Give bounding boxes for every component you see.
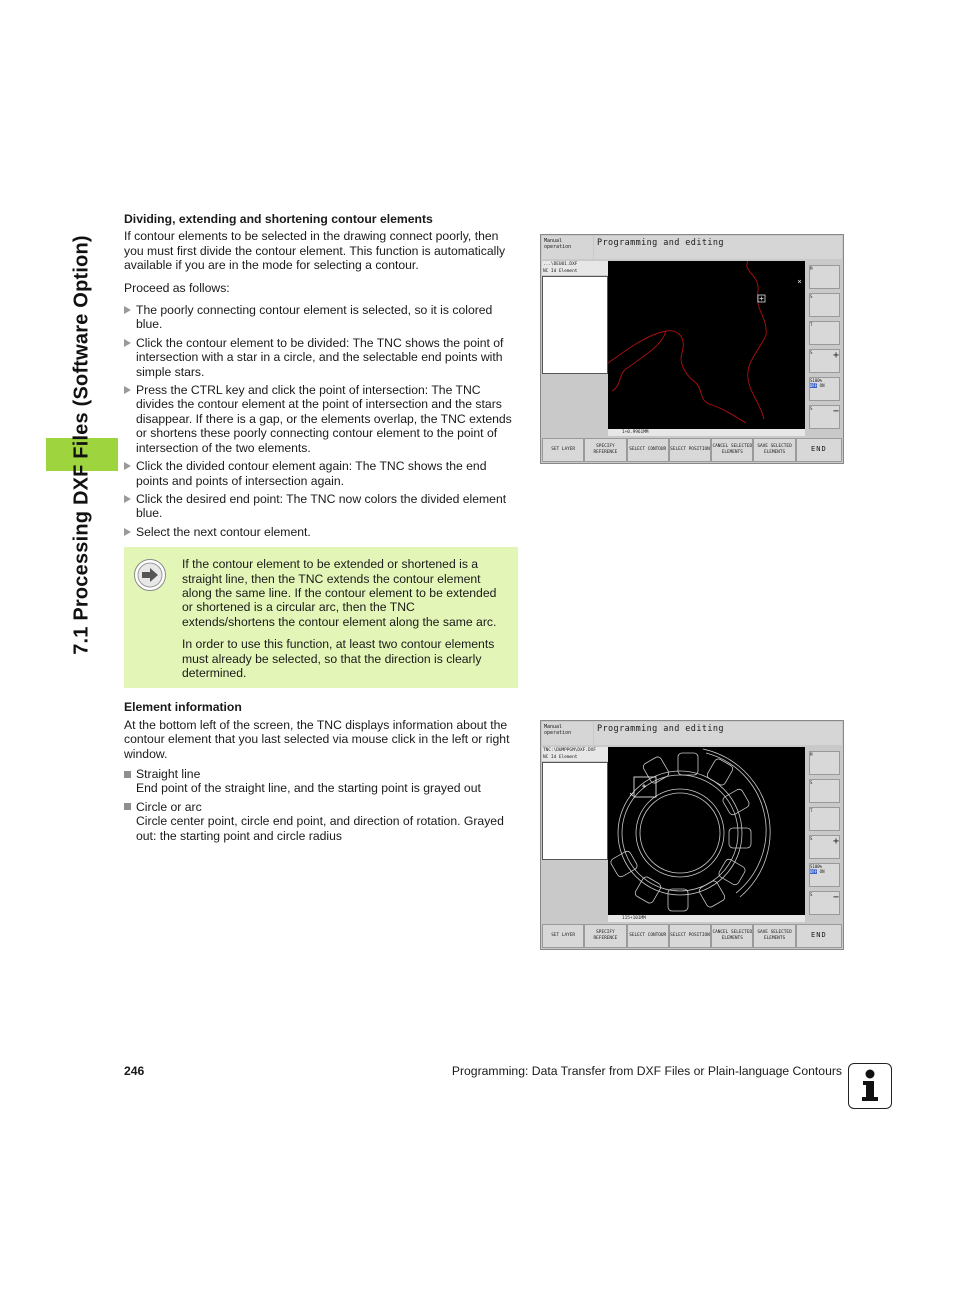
softkey-select-position[interactable]: SELECT POSITION (669, 924, 711, 948)
triangle-bullet-icon (124, 528, 131, 536)
softkey-select-contour[interactable]: SELECT CONTOUR (627, 924, 669, 948)
status-bar: 115+101MM (608, 915, 805, 922)
softkey-save-selected[interactable]: SAVE SELECTED ELEMENTS (753, 924, 795, 948)
file-name: TNC:\DUMPPGM\DXF.DXF (542, 747, 609, 754)
softkey-specify-reference[interactable]: SPECIFY REFERENCE (584, 438, 626, 462)
note-box (124, 547, 518, 688)
drawing-view[interactable] (608, 747, 805, 921)
banner-title: Programming and editing (594, 722, 842, 745)
triangle-bullet-icon (124, 306, 131, 314)
element-list-window[interactable] (542, 276, 608, 374)
list-item: Straight line End point of the straight line, and the starting point is grayed out (124, 767, 518, 796)
side-button[interactable]: M (809, 265, 840, 289)
softkey-set-layer[interactable]: SET LAYER (542, 438, 584, 462)
step-item: Click the divided contour element again: The TNC shows the end points and points of intersection again. (124, 459, 518, 488)
arrow-right-circle-icon (134, 559, 166, 591)
side-button[interactable]: M (809, 751, 840, 775)
side-button[interactable]: T (809, 321, 840, 345)
side-panel (806, 261, 843, 435)
drawing-view[interactable] (608, 261, 805, 435)
mode-label: Manual operation (542, 722, 593, 745)
triangle-bullet-icon (124, 339, 131, 347)
element-list-window[interactable] (542, 762, 608, 860)
element-info-list (124, 767, 518, 843)
file-name: ...\DEU01.DXF (542, 261, 609, 268)
softkey-cancel-selected[interactable]: CANCEL SELECTED ELEMENTS (711, 438, 753, 462)
step-item: Press the CTRL key and click the point of intersection: The TNC divides the contour element at the point of intersection and the stars disappear. If there is a gap, or the elements overlap, the TNC extends or shortens these poorly connecting contour element to the point of intersection of the two elements. (124, 383, 518, 455)
list-header: NC Id Element (542, 754, 609, 761)
banner-title: Programming and editing (594, 236, 842, 259)
side-button[interactable]: S (809, 293, 840, 317)
softkey-select-position[interactable]: SELECT POSITION (669, 438, 711, 462)
softkey-specify-reference[interactable]: SPECIFY REFERENCE (584, 924, 626, 948)
softkey-end[interactable]: END (796, 924, 842, 948)
softkey-cancel-selected[interactable]: CANCEL SELECTED ELEMENTS (711, 924, 753, 948)
side-button[interactable]: T (809, 807, 840, 831)
step-item: The poorly connecting contour element is selected, so it is colored blue. (124, 303, 518, 332)
side-button[interactable]: S − (809, 405, 840, 429)
note-paragraph: In order to use this function, at least two contour elements must already be selected, so that the direction is clearly determined. (182, 637, 495, 680)
side-button[interactable]: S − (809, 891, 840, 915)
chapter-tab (46, 210, 118, 680)
softkey-set-layer[interactable]: SET LAYER (542, 924, 584, 948)
main-text (124, 212, 518, 847)
square-bullet-icon (124, 771, 131, 778)
mode-label: Manual operation (542, 236, 593, 259)
section-heading: Dividing, extending and shortening contour elements (124, 212, 433, 226)
chapter-title: 7.1 Processing DXF Files (Software Option) (70, 235, 93, 655)
side-panel (806, 747, 843, 921)
softkey-save-selected[interactable]: SAVE SELECTED ELEMENTS (753, 438, 795, 462)
side-button[interactable]: S100% OFF ON (809, 377, 840, 401)
triangle-bullet-icon (124, 386, 131, 394)
side-button[interactable]: S100% OFF ON (809, 863, 840, 887)
step-item: Select the next contour element. (124, 525, 518, 539)
footer-title: Programming: Data Transfer from DXF Files or Plain-language Contours (451, 1064, 842, 1078)
side-button[interactable]: S (809, 779, 840, 803)
list-item: Circle or arc Circle center point, circle end point, and direction of rotation. Grayed out: the starting point and circle radius (124, 800, 518, 843)
softkey-row (542, 924, 842, 948)
section-heading: Element information (124, 700, 242, 715)
status-bar: 1+0.9961MM (608, 429, 805, 436)
step-item: Click the desired end point: The TNC now colors the divided element blue. (124, 492, 518, 521)
step-list (124, 303, 518, 539)
list-header: NC Id Element (542, 268, 609, 275)
triangle-bullet-icon (124, 495, 131, 503)
element-info-paragraph: At the bottom left of the screen, the TNC displays information about the contour element that you last selected via mouse click in the left or right window. (124, 717, 510, 761)
softkey-end[interactable]: END (796, 438, 842, 462)
proceed-label: Proceed as follows: (124, 280, 230, 295)
softkey-row (542, 438, 842, 462)
intro-paragraph: If contour elements to be selected in the drawing connect poorly, then you must first divide the contour element. This function is automatically available if you are in the mode for selecting a contour. (124, 229, 506, 273)
tnc-screenshot (540, 234, 844, 464)
side-button[interactable]: S + (809, 349, 840, 373)
square-bullet-icon (124, 803, 131, 810)
page-number: 246 (124, 1064, 145, 1078)
step-item: Click the contour element to be divided: The TNC shows the point of intersection with a star in a circle, and the selectable end points with simple stars. (124, 336, 518, 379)
triangle-bullet-icon (124, 462, 131, 470)
note-paragraph: If the contour element to be extended or shortened is a straight line, then the TNC extends the contour element along the same line. If the contour element to be extended or shortened is a circular arc, then the TNC extends/shortens the contour element along the same arc. (182, 557, 497, 629)
info-icon (848, 1063, 892, 1109)
tnc-screenshot (540, 720, 844, 950)
side-button[interactable]: S + (809, 835, 840, 859)
softkey-select-contour[interactable]: SELECT CONTOUR (627, 438, 669, 462)
